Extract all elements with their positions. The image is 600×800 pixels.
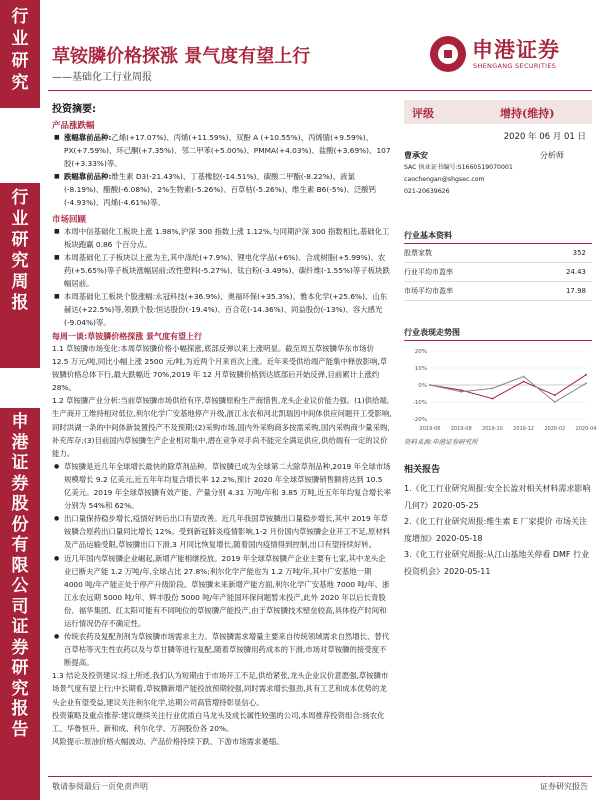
table-row: 行业平均市盈率 24.43 <box>404 263 592 282</box>
market-item: ■ 本周基础化工子板块以上涨为主,其中涤纶(+7.9%)、锂电化学品(+6%)、合成树脂(+5.99%)、农药(+5.65%)等子板块涨幅居前;改性塑料(-5.27%)、钛白粉(-3.49%)、碳纤维(-1.55%)等子板块跌幅居前。 <box>52 251 392 290</box>
chart-y-tick-label: 20% <box>414 349 427 355</box>
market-item: ■ 本周中信基础化工板块上涨 1.98%,沪深 300 指数上涨 1.12%,与同期沪深 300 指数相比,基础化工板块跑赢 0.86 个百分点。 <box>52 225 392 251</box>
chart-point <box>585 374 587 376</box>
chart-point <box>554 394 556 396</box>
chart-series-line-0 <box>430 375 586 399</box>
report-date: 2020 年 06 月 01 日 <box>503 132 586 142</box>
analyst-role: 分析师 <box>540 151 564 160</box>
rating-box <box>404 100 592 124</box>
paragraph-conclusion: 1.3 结论及投资建议:综上所述,我们认为短期由于市场开工不足,供给紧张,龙头企业议价意愿强,草铵膦市场景气度有望上行;中长期看,草铵膦新增产能投放预期较强,同时需求增长强劲,具有工艺和成本优势的龙头企业有望受益,建议关注利尔化学,达期公司高管增持彰显信心。 <box>52 671 389 707</box>
analysis-point: ● 草铵膦是近几年全球增长最快的除草剂品种。草铵膦已成为全球第二大除草剂品种,2019 年全球市场规模增长 9.2 亿美元,近五年年均复合增长率 12.2%,预计 2020 年全球草铵膦销售额将达到 10.5 亿美元。2019 年全球草铵膦有效产能、产量分别 4.31 万吨/年和 3.85 万吨,近五年年均复合增长率分别为 54%和 62%。 <box>52 460 392 512</box>
chart-y-tick-label: -10% <box>412 400 427 406</box>
market-item: ■ 本周基础化工板块个股涨幅:永冠科技(+36.9%)、奥福环保(+35.3%)、雅本化学(+25.6%)、山东赫达(+22.5%)等,领跌个股:恒达股份(-19.4%)、百合花(-14.36%)、同益股份(-13%)、容大感光(-9.04%)等。 <box>52 290 392 329</box>
chart-y-tick-label: -20% <box>412 417 427 423</box>
price-change-heading: 产品涨跌幅 <box>52 121 95 131</box>
paragraph-risk: 风险提示:原油价格大幅波动、产品价格持续下跌、下游市场需求萎缩。 <box>52 736 284 746</box>
analyst-email: caochengan@shgsec.com <box>404 176 485 183</box>
chart-point <box>492 398 494 400</box>
chart-x-tick-label: 2019-08 <box>450 426 472 432</box>
logo-mark-icon <box>430 36 466 72</box>
market-review-heading: 市场回顾 <box>52 215 87 225</box>
footer-rule <box>48 776 592 777</box>
gainers-item: ■ 涨幅靠前品种:乙烯(+17.07%)、丙烯(+11.59%)、双酚 A (+10.55%)、丙烯腈(+9.59%)、PX(+7.59%)、环己酮(+7.35%)、邻二甲苯(+5.00%)、PMMA(+4.03%)、盐酸(+3.69%)、107 胶(+3.33%)等。 <box>52 131 392 170</box>
chart-point <box>492 388 494 390</box>
basic-info-heading: 行业基本资料 <box>404 230 592 244</box>
logo-cn-text: 申港证券 <box>472 37 560 62</box>
table-row: 股票家数 352 <box>404 244 592 263</box>
trend-chart <box>404 345 597 435</box>
basic-info-table <box>404 244 592 301</box>
chart-y-tick-label: 0% <box>418 383 427 389</box>
chart-x-tick-label: 2020-04 <box>575 426 597 432</box>
paragraph-strategy: 投资策略及重点推荐:建议继续关注行业优质白马龙头及成长属性较强的公司,本周推荐投资组合:扬农化工、华鲁恒升、新和成、利尔化学、万润股份各 20%。 <box>52 710 385 733</box>
analyst-phone: 021-20639626 <box>404 188 450 195</box>
chart-point <box>585 382 587 384</box>
report-title: 草铵膦价格探涨 景气度有望上行 <box>52 46 311 67</box>
chart-x-tick-label: 2020-02 <box>544 426 566 432</box>
analyst-name: 曹承安 <box>404 151 428 160</box>
analysis-point: ● 出口量保持稳步增长,疫情好转后出口有望改善。近几年我国草铵膦出口量稳步增长,其中 2019 年草铵膦合原药出口量同比增长 12%。受到新冠肺炎疫情影响,1-2 月份国内草铵膦企业开工不足,原材料及产品运输受限,草铵膦出口下滑,3 月同比恢复增长,随着国内疫情得到控制,出口有望持续好转。 <box>52 512 392 551</box>
related-report-item[interactable]: 1.《化工行业研究周报:安全长盈对相关材料需求影响几何?》2020-05-25 <box>404 484 591 510</box>
side-label-top: 行 业 研 究 <box>0 0 40 108</box>
logo-en-text: SHENGANG SECURITIES <box>473 62 557 70</box>
chart-point <box>523 376 525 378</box>
table-row: 市场平均市盈率 17.98 <box>404 282 592 301</box>
trend-chart-svg <box>404 345 597 435</box>
chart-y-tick-label: 10% <box>414 366 427 372</box>
rating-label: 评级 <box>412 107 434 120</box>
losers-item: ■ 跌幅靠前品种:维生素 D3(-21.43%)、丁基橡胶(-14.51%)、碳酸二甲酯(-8.22%)、液氯(-8.19%)、醋酸(-6.08%)、2%生物素(-5.26%)、百草枯(-5.26%)、维生素 B6(-5%)、泛酸钙(-4.93%)、丙烯(-4.61%)等。 <box>52 170 392 209</box>
summary-heading: 投资摘要: <box>52 104 96 115</box>
left-band <box>0 0 40 800</box>
chart-point <box>460 389 462 391</box>
chart-point <box>523 381 525 383</box>
analysis-point: ● 传统农药及复配剂剂为草铵膦市场需求主力。草铵膦需求增量主要来自传统领域需求自然增长、替代百草枯等灭生性农药以及与草甘膦等进行复配,随着草铵膦用药成本的下滑,市场对草铵膦的接受度不断提高。 <box>52 630 392 669</box>
chart-point <box>460 391 462 393</box>
chart-point <box>429 384 431 386</box>
chart-point <box>554 401 556 403</box>
related-reports-list <box>404 481 592 580</box>
weekly-talk-heading: 每周一谈:草铵膦价格探涨 景气度有望上行 <box>52 332 202 341</box>
report-subtitle: ——基础化工行业周报 <box>52 72 152 83</box>
chart-x-tick-label: 2019-10 <box>481 426 503 432</box>
related-report-item[interactable]: 2.《化工行业研究周报:维生素 E 厂家提价 市场关注度增加》2020-05-18 <box>404 517 588 543</box>
related-report-item[interactable]: 3.《化工行业研究周报:从江山基地关停看 DMF 行业投资机会》2020-05-11 <box>404 550 590 576</box>
paragraph-industry-analysis: 1.2 草铵膦产业分析:当前草铵膦市场供给有序,草铵膦原粉生产商惜售,龙头企业议价能力强。(1)供给端,生产商开工维持相对低位,利尔化学广安基地停产升级,浙江永农和河北凯瑞因中间体供应问题开工受影响,同时洪湖一条的中间体新装置投产不及预期;(2)采购市场,国内外采购商多按需采购,国内采购商少量采购,补充库存;(3)目前国内草铵膦生产企业相对集中,潜在竞争对手尚不能完全满足供应,供给端有一定的议价能力。 <box>52 396 392 458</box>
chart-x-tick-label: 2019-12 <box>513 426 535 432</box>
side-label-middle: 行 业 研 究 周 报 <box>0 183 40 368</box>
company-logo <box>430 32 590 78</box>
footer-disclaimer: 敬请参阅最后一页免责声明 <box>52 782 148 791</box>
chart-x-tick-label: 2019-06 <box>419 426 441 432</box>
header-rule <box>48 90 592 91</box>
paragraph-market-change: 1.1 草铵膦市场变化:本周草铵膦价格小幅探涨,底部反弹以来上涨明显。截至周五草铵膦华东市场价 12.5 万元/吨,同比小幅上涨 2500 元/吨,为近两个月来首次上涨。近年来受供给端产能集中释放影响,草铵膦价格总体下行,最大跌幅近 70%,2019 年 12 月草铵膦价格到达底部后开始反弹,目前累计上涨约 28%。 <box>52 344 388 393</box>
main-column <box>52 100 392 748</box>
side-label-bottom: 申 港 证 券 股 份 有 限 公 司 证 券 研 究 报 告 <box>0 408 40 800</box>
analyst-sac: SAC 执业证书编号:S1660519070001 <box>404 164 513 171</box>
chart-source: 资料来源:申港证券研究所 <box>404 438 478 446</box>
analyst-block <box>404 150 592 224</box>
right-column <box>404 100 597 580</box>
related-reports-heading: 相关报告 <box>404 465 441 475</box>
analysis-point: ● 近几年国内草铵膦企业崛起,新增产能相继投放。2019 年全球草铵膦产企业主要有七家,其中龙头企业已断夫产能 1.2 万吨/年,全球占比 27.8%;利尔化学产能也为 1.2 万吨/年,其中广安基地一期 4000 吨/年产能正处于停产升级阶段。草铵膦未来新增产能方面,利尔化学广安基地 7000 吨/年、浙江永农远期 5000 吨/年、辉丰股份 5000 吨/年产能国环保问题暂未投产,此外 2020 年以后长青股份、福华集团、红太阳可能有不同吨位的草铵膦产能投产,由于草铵膦技术壁垒较高,具体投产时间和运行情况仍存不确定性。 <box>52 552 392 631</box>
footer-label: 证券研究报告 <box>540 782 588 791</box>
rating-value: 增持(维持) <box>500 107 555 120</box>
trend-heading: 行业表现走势图 <box>404 327 592 341</box>
